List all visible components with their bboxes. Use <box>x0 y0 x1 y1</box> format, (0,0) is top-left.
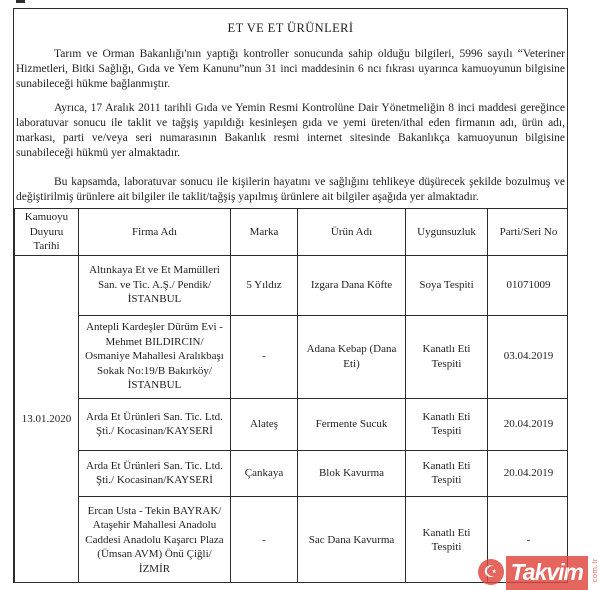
urun-cell: Izgara Dana Köfte <box>298 255 406 315</box>
parti-cell: 03.04.2019 <box>488 315 569 398</box>
uygunsuzluk-cell: Kanatlı Eti Tespiti <box>406 450 488 496</box>
col-header-parti-seri-no: Parti/Seri No <box>488 209 569 256</box>
star-crescent-icon: ☪ <box>478 559 504 585</box>
table-header-row <box>15 209 569 256</box>
urun-cell: Blok Kavurma <box>298 450 406 496</box>
takvim-brand-text: Takvim <box>506 556 588 590</box>
parti-cell: 20.04.2019 <box>488 450 569 496</box>
firma-cell: Altınkaya Et ve Et Mamülleri San. ve Tic. A.Ş./ Pendik/İSTANBUL <box>79 255 231 315</box>
table-row <box>15 398 569 450</box>
urun-cell: Fermente Sucuk <box>298 398 406 450</box>
announcement-date-cell: 13.01.2020 <box>15 255 79 583</box>
urun-cell: Adana Kebap (Dana Eti) <box>298 315 406 398</box>
takvim-domain-text: com.tr <box>590 558 599 583</box>
paragraph-scope: Bu kapsamda, laboratuvar sonucu ile kişilerin hayatını ve sağlığını tehlikeye düşürecek şekilde bozulmuş ve değiştirilmiş ürünlere ait bilgiler ile taklit/tağşiş yapılmış ürünlere ait bilgiler aşağıda yer almaktadır. <box>16 176 565 203</box>
col-header-duyuru-tarihi: Kamuoyu Duyuru Tarihi <box>15 209 79 256</box>
uygunsuzluk-cell: Kanatlı Eti Tespiti <box>406 315 488 398</box>
marka-cell: Çankaya <box>231 450 298 496</box>
table-row <box>15 315 569 398</box>
scan-artifact <box>16 0 25 3</box>
paragraph-law-5996: Tarım ve Orman Bakanlığı'nın yaptığı kontroller sonucunda sahip olduğu bilgileri, 5996 sayılı “Veteriner Hizmetleri, Bitki Sağlığı, Gıda ve Yem Kanunu”nun 31 inci maddesinin 6 ncı fıkrası uyarınca kamuoyunun bilgisine sunabileceği hükme bağlanmıştır. <box>16 48 565 90</box>
firma-cell: Ercan Usta - Tekin BAYRAK/ Ataşehir Mahallesi Anadolu Caddesi Anadolu Kaşarcı Plaza (Ümsan AVM) Önü Çiğli/İZMİR <box>79 496 231 583</box>
marka-cell: 5 Yıldız <box>231 255 298 315</box>
parti-cell: 20.04.2019 <box>488 398 569 450</box>
marka-cell: - <box>231 496 298 583</box>
parti-cell: - <box>488 496 569 583</box>
document-frame <box>13 8 568 583</box>
document-title <box>14 21 567 36</box>
col-header-urun-adi: Ürün Adı <box>298 209 406 256</box>
uygunsuzluk-cell: Soya Tespiti <box>406 255 488 315</box>
table-row <box>15 255 569 315</box>
firma-cell: Antepli Kardeşler Dürüm Evi - Mehmet BILDIRCIN/ Osmaniye Mahallesi Aralıkbaşı Sokak No:19/B Bakırköy/İSTANBUL <box>79 315 231 398</box>
col-header-uygunsuzluk: Uygunsuzluk <box>406 209 488 256</box>
marka-cell: Alateş <box>231 398 298 450</box>
noncompliance-table <box>14 208 568 583</box>
paragraph-regulation-2011: Ayrıca, 17 Aralık 2011 tarihli Gıda ve Yemin Resmi Kontrolüne Dair Yönetmeliğin 8 inci maddesi gereğince laboratuvar sonucu ile taklit ve tağşiş yapıldığı kesinleşen gıda ve yemi üreten/ithal eden firmanın adı, ürün adı, markası, parti ve/veya seri numarasının Bakanlık resmi internet sitesinde Bakanlıkça kamuoyunun bilgisine sunabileceği hükmü yer almaktadır. <box>16 102 565 159</box>
urun-cell: Sac Dana Kavurma <box>298 496 406 583</box>
document-title-text: ET VE ET ÜRÜNLERİ <box>227 21 354 35</box>
table-row <box>15 450 569 496</box>
uygunsuzluk-cell: Kanatlı Eti Tespiti <box>406 496 488 583</box>
parti-cell: 01071009 <box>488 255 569 315</box>
col-header-firma-adi: Firma Adı <box>79 209 231 256</box>
firma-cell: Arda Et Ürünleri San. Tic. Ltd. Şti./ Kocasinan/KAYSERİ <box>79 450 231 496</box>
uygunsuzluk-cell: Kanatlı Eti Tespiti <box>406 398 488 450</box>
marka-cell: - <box>231 315 298 398</box>
firma-cell: Arda Et Ürünleri San. Tic. Ltd. Şti./ Kocasinan/KAYSERİ <box>79 398 231 450</box>
col-header-marka: Marka <box>231 209 298 256</box>
